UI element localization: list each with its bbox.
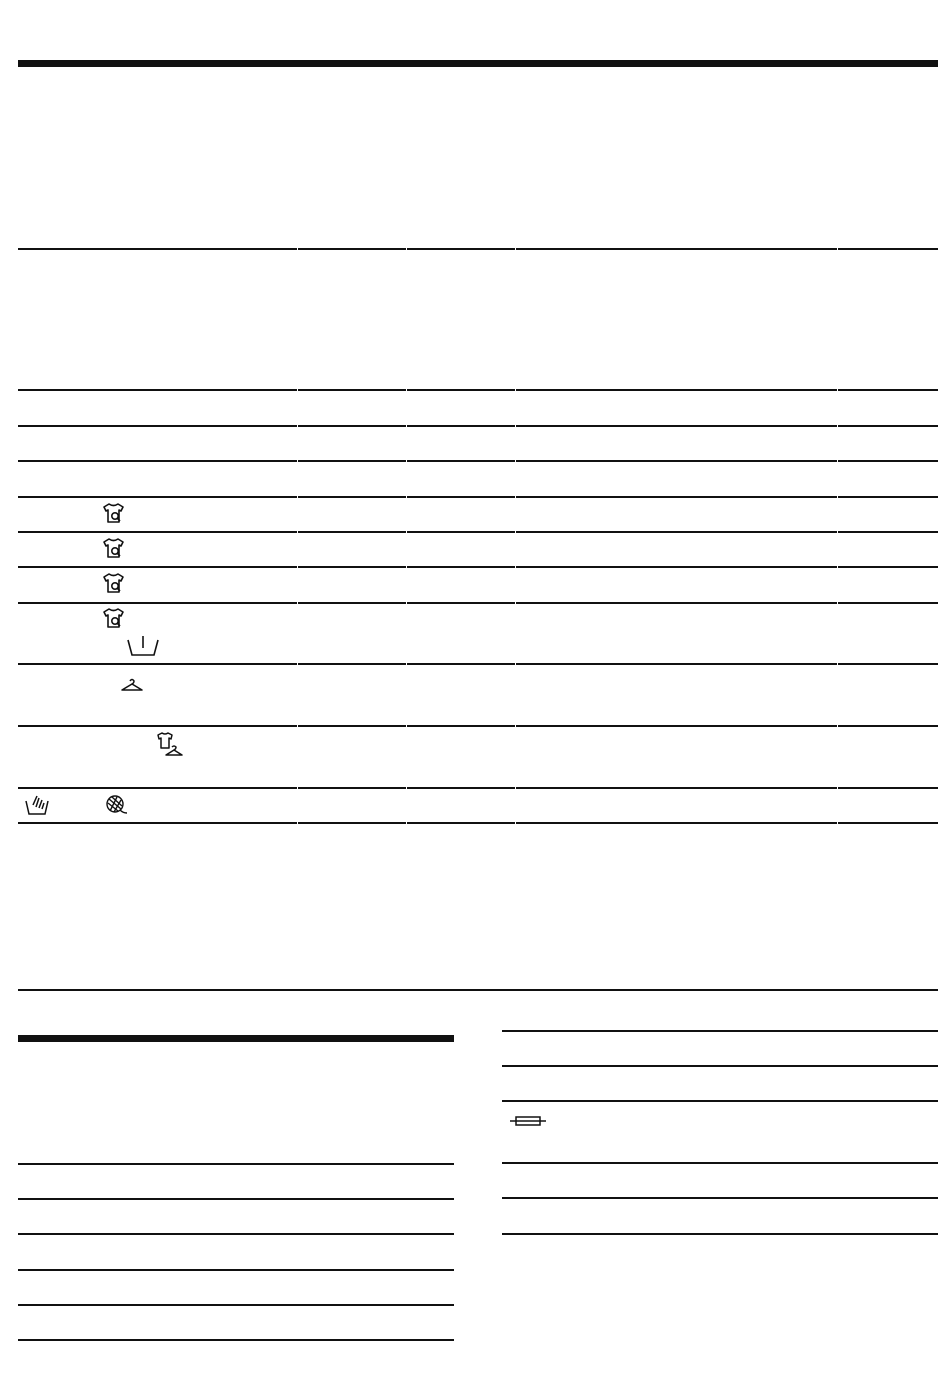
bottom-right-table-row-rule: [502, 1100, 938, 1102]
column-gap: [406, 240, 407, 830]
wool-ball-icon: [104, 794, 128, 816]
bottom-right-table-row-rule: [502, 1162, 938, 1164]
bottom-right-table-row-rule: [502, 1065, 938, 1067]
main-table-header-rule: [18, 248, 938, 250]
main-table-row-rule: [18, 725, 938, 727]
bottom-left-table-bottom-rule: [18, 1339, 454, 1341]
bottom-left-table-row-rule: [18, 1233, 454, 1235]
main-table-row-rule: [18, 496, 938, 498]
main-table-row-rule: [18, 425, 938, 427]
hand-wash-icon: [24, 793, 50, 817]
shirt-easy-care-icon: [102, 537, 124, 559]
shirt-easy-care-icon: [102, 572, 124, 594]
column-gap: [837, 240, 838, 830]
column-gap: [515, 240, 516, 830]
bottom-left-table-top-rule: [18, 1035, 454, 1042]
main-table-row-rule: [18, 460, 938, 462]
main-table-row-rule: [18, 602, 938, 604]
main-table-row-rule: [18, 787, 938, 789]
notes-bottom-rule: [18, 989, 938, 991]
bottom-left-table-row-rule: [18, 1198, 454, 1200]
column-gap: [297, 240, 298, 830]
bottom-left-table-row-rule: [18, 1304, 454, 1306]
shirt-easy-care-icon: [102, 607, 124, 629]
main-table-row-rule: [18, 566, 938, 568]
bottom-right-table-bottom-rule: [502, 1233, 938, 1235]
shirt-easy-care-icon: [102, 502, 124, 524]
bottom-right-table-row-rule: [502, 1197, 938, 1199]
main-table-bottom-rule: [18, 822, 938, 824]
fuse-icon: [510, 1114, 546, 1128]
shirt-hanger-icon: [156, 731, 184, 757]
main-table-row-rule: [18, 663, 938, 665]
bottom-left-table-row-rule: [18, 1163, 454, 1165]
bottom-left-table-row-rule: [18, 1269, 454, 1271]
bottom-right-table-row-rule: [502, 1030, 938, 1032]
hanger-icon: [120, 678, 144, 692]
main-table-row-rule: [18, 389, 938, 391]
main-table-top-rule: [18, 60, 938, 67]
wash-tub-icon: [126, 634, 160, 658]
main-table-row-rule: [18, 531, 938, 533]
